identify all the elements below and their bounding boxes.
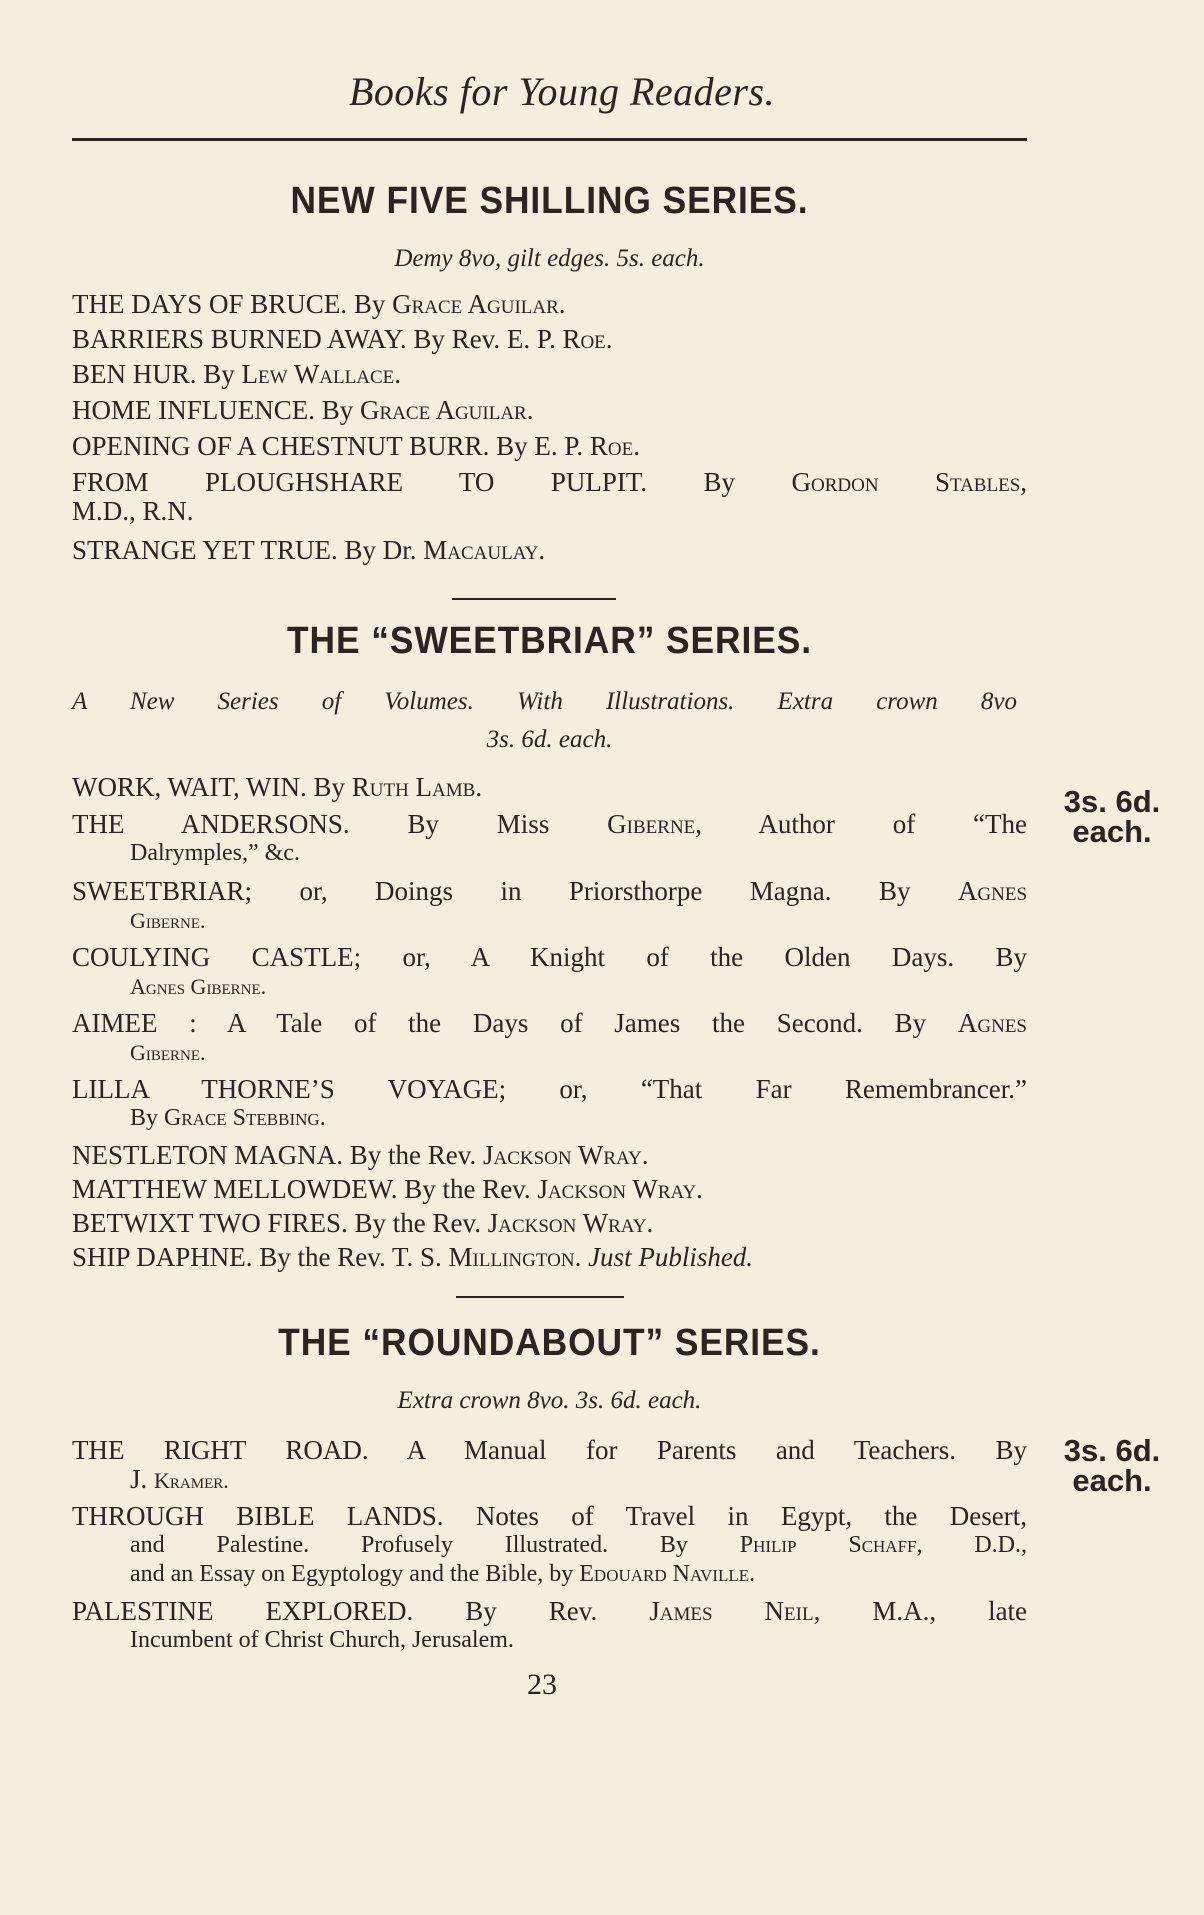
- list-item: WORK, WAIT, WIN. By Ruth Lamb.: [72, 772, 483, 802]
- section1-subtitle: Demy 8vo, gilt edges. 5s. each.: [394, 245, 705, 272]
- list-item: FROM PLOUGHSHARE TO PULPIT. By Gordon Stables, M.D., R.N.: [72, 467, 1028, 526]
- list-item: BETWIXT TWO FIRES. By the Rev. Jackson Wray.: [72, 1208, 654, 1238]
- page-number: 23: [527, 1668, 557, 1701]
- list-item: OPENING OF A CHESTNUT BURR. By E. P. Roe.: [72, 431, 640, 461]
- section3-title: THE “ROUNDABOUT” SERIES.: [278, 1322, 821, 1364]
- head-rule: [72, 138, 1027, 141]
- section-divider: [456, 1296, 624, 1298]
- list-item: STRANGE YET TRUE. By Dr. Macaulay.: [72, 535, 546, 565]
- list-item: BARRIERS BURNED AWAY. By Rev. E. P. Roe.: [72, 324, 613, 354]
- list-item: THE DAYS OF BRUCE. By Grace Aguilar.: [72, 289, 566, 319]
- section2-subtitle-line1: A New Series of Volumes. With Illustrations. Extra crown 8vo: [72, 688, 1017, 715]
- section-divider: [452, 598, 616, 600]
- list-item: AIMEE : A Tale of the Days of James the Second. By Agnes Giberne.: [72, 1008, 1027, 1065]
- list-item: SWEETBRIAR; or, Doings in Priorsthorpe Magna. By Agnes Giberne.: [72, 876, 1028, 933]
- list-item: THE ANDERSONS. By Miss Giberne, Author of “The Dalrymples,” &c.: [72, 809, 1028, 866]
- list-item: MATTHEW MELLOWDEW. By the Rev. Jackson Wray.: [72, 1174, 703, 1204]
- list-item: THROUGH BIBLE LANDS. Notes of Travel in Egypt, the Desert, and Palestine. Profusely Illustrated. By Philip Schaff, D.D., and an Essay on Egyptology and the Bible, by Edouard Naville.: [72, 1501, 1028, 1587]
- section2-subtitle-line2: 3s. 6d. each.: [486, 726, 613, 753]
- list-item: NESTLETON MAGNA. By the Rev. Jackson Wray.: [72, 1140, 649, 1170]
- list-item: THE RIGHT ROAD. A Manual for Parents and Teachers. By J. Kramer.: [72, 1435, 1027, 1494]
- section1-title: NEW FIVE SHILLING SERIES.: [290, 180, 809, 222]
- section3-subtitle: Extra crown 8vo. 3s. 6d. each.: [397, 1387, 702, 1414]
- section2-price: 3s. 6d. each.: [1063, 784, 1161, 849]
- list-item: LILLA THORNE’S VOYAGE; or, “That Far Remembrancer.” By Grace Stebbing.: [72, 1074, 1028, 1131]
- list-item: COULYING CASTLE; or, A Knight of the Olden Days. By Agnes Giberne.: [72, 942, 1027, 999]
- list-item: SHIP DAPHNE. By the Rev. T. S. Millington. Just Published.: [72, 1242, 754, 1272]
- section2-title: THE “SWEETBRIAR” SERIES.: [287, 620, 812, 662]
- running-head: Books for Young Readers.: [348, 69, 776, 114]
- list-item: PALESTINE EXPLORED. By Rev. James Neil, M.A., late Incumbent of Christ Church, Jerusalem.: [72, 1596, 1028, 1653]
- list-item: HOME INFLUENCE. By Grace Aguilar.: [72, 395, 534, 425]
- section3-price: 3s. 6d. each.: [1063, 1433, 1161, 1498]
- list-item: BEN HUR. By Lew Wallace.: [72, 359, 401, 389]
